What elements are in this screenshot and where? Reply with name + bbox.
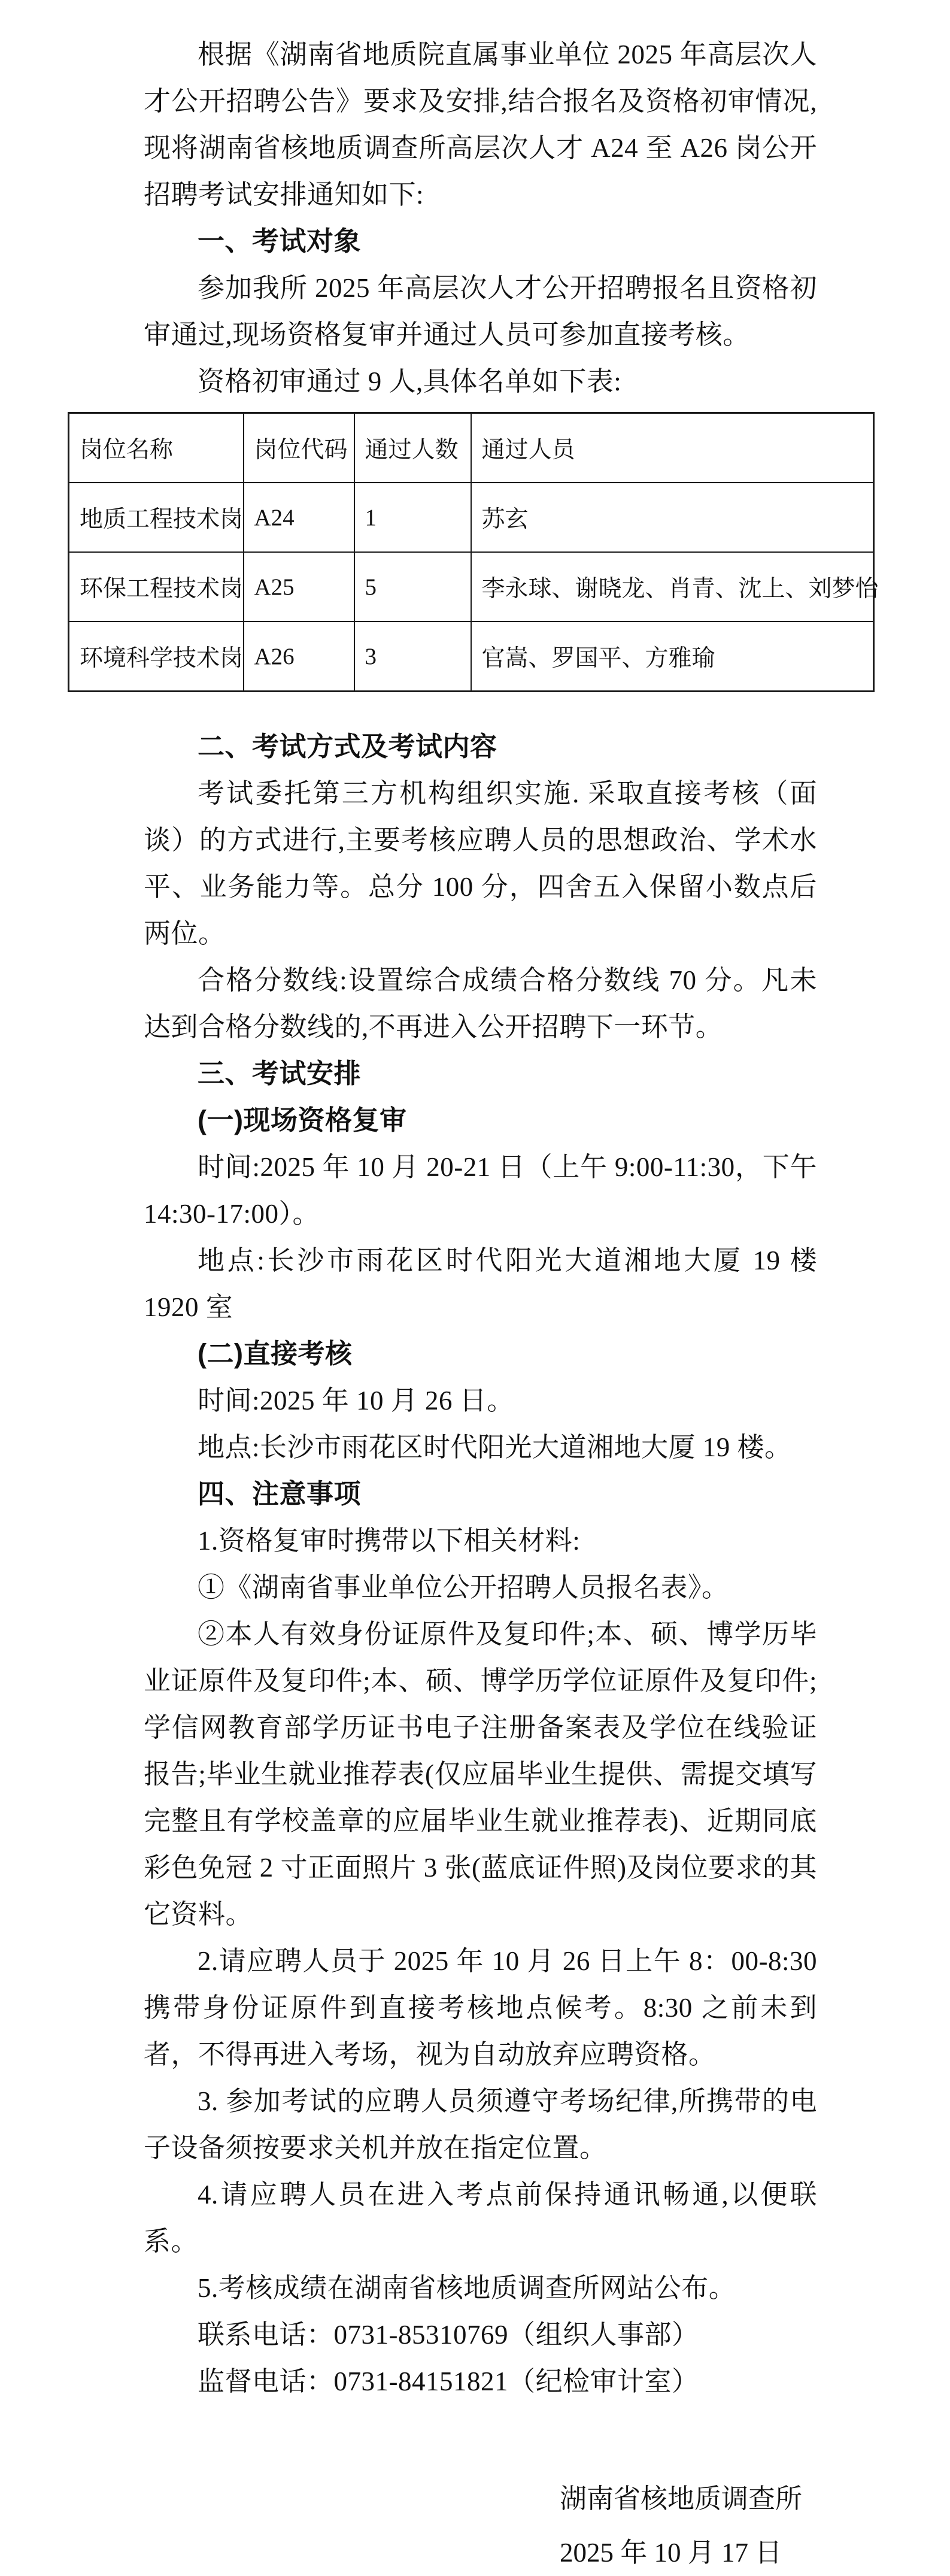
cell-post: 环保工程技术岗	[69, 552, 244, 622]
para-passed-count: 资格初审通过 9 人,具体名单如下表:	[198, 366, 622, 396]
cell-people: 李永球、谢晓龙、肖青、沈上、刘梦怡	[471, 552, 874, 622]
cell-post: 环境科学技术岗	[69, 622, 244, 692]
heading-section-1: 一、考试对象	[198, 226, 362, 256]
heading-section-2: 二、考试方式及考试内容	[198, 731, 497, 762]
note-4: 4.请应聘人员在进入考点前保持通讯畅通,以便联系。	[144, 2180, 817, 2256]
signature-date: 2025 年 10 月 17 日	[560, 2538, 782, 2568]
roster-table	[68, 412, 879, 692]
table-row	[69, 483, 874, 552]
para-passing-line: 合格分数线:设置综合成绩合格分数线 70 分。凡未达到合格分数线的,不再进入公开招聘下一环节。	[144, 965, 817, 1042]
note-5: 5.考核成绩在湖南省核地质调查所网站公布。	[198, 2273, 736, 2303]
subheading-direct-assessment: (二)直接考核	[198, 1338, 353, 1369]
intro-paragraph: 根据《湖南省地质院直属事业单位 2025 年高层次人才公开招聘公告》要求及安排,结合报名及资格初审情况,现将湖南省核地质调查所高层次人才 A24 至 A26 岗公开招聘考试安排通知如下:	[144, 40, 817, 210]
heading-section-4: 四、注意事项	[198, 1478, 362, 1509]
note-1-item-2: ②本人有效身份证原件及复印件;本、硕、博学历毕业证原件及复印件;本、硕、博学历学位证原件及复印件;学信网教育部学历证书电子注册备案表及学位在线验证报告;毕业生就业推荐表(仅应届毕业生提供、需提交填写完整且有学校盖章的应届毕业生就业推荐表)、近期同底彩色免冠 2 寸正面照片 3 张(蓝底证件照)及岗位要求的其它资料。	[144, 1619, 817, 1929]
heading-section-3: 三、考试安排	[198, 1058, 362, 1089]
cell-code: A26	[244, 622, 354, 692]
cell-people: 苏玄	[471, 483, 874, 552]
para-eligibility: 参加我所 2025 年高层次人才公开招聘报名且资格初审通过,现场资格复审并通过人员可参加直接考核。	[144, 273, 817, 350]
cell-count: 1	[354, 483, 471, 552]
contact-phone: 联系电话：0731-85310769（组织人事部）	[198, 2320, 699, 2350]
cell-code: A24	[244, 483, 354, 552]
signature-block	[560, 2475, 817, 2576]
subheading-onsite-review: (一)现场资格复审	[198, 1105, 407, 1135]
note-2: 2.请应聘人员于 2025 年 10 月 26 日上午 8：00-8:30 携带身份证原件到直接考核地点候考。8:30 之前未到者，不得再进入考场，视为自动放弃应聘资格。	[144, 1946, 817, 2069]
header-cell-code: 岗位代码	[244, 413, 354, 483]
para-review-time: 时间:2025 年 10 月 20-21 日（上午 9:00-11:30，下午 14:30-17:00）。	[144, 1152, 817, 1229]
note-1: 1.资格复审时携带以下相关材料:	[198, 1526, 581, 1556]
header-cell-people: 通过人员	[471, 413, 874, 483]
note-1-item-1: ①《湖南省事业单位公开招聘人员报名表》。	[198, 1572, 729, 1602]
para-review-place: 地点:长沙市雨花区时代阳光大道湘地大厦 19 楼 1920 室	[144, 1245, 817, 1322]
cell-count: 5	[354, 552, 471, 622]
cell-count: 3	[354, 622, 471, 692]
table-row	[69, 552, 874, 622]
cell-post: 地质工程技术岗	[69, 483, 244, 552]
para-exam-method: 考试委托第三方机构组织实施. 采取直接考核（面谈）的方式进行,主要考核应聘人员的思想政治、学术水平、业务能力等。总分 100 分，四舍五入保留小数点后两位。	[144, 778, 817, 948]
supervision-phone: 监督电话：0731-84151821（纪检审计室）	[198, 2366, 699, 2396]
cell-people: 官嵩、罗国平、方雅瑜	[471, 622, 874, 692]
cell-code: A25	[244, 552, 354, 622]
note-3: 3. 参加考试的应聘人员须遵守考场纪律,所携带的电子设备须按要求关机并放在指定位置。	[144, 2086, 817, 2163]
para-assessment-place: 地点:长沙市雨花区时代阳光大道湘地大厦 19 楼。	[198, 1432, 792, 1462]
table-row	[69, 622, 874, 692]
signature-org: 湖南省核地质调查所	[560, 2484, 803, 2514]
para-assessment-time: 时间:2025 年 10 月 26 日。	[198, 1386, 514, 1416]
header-cell-post: 岗位名称	[69, 413, 244, 483]
table-header-row	[69, 413, 874, 483]
header-cell-count: 通过人数	[354, 413, 471, 483]
